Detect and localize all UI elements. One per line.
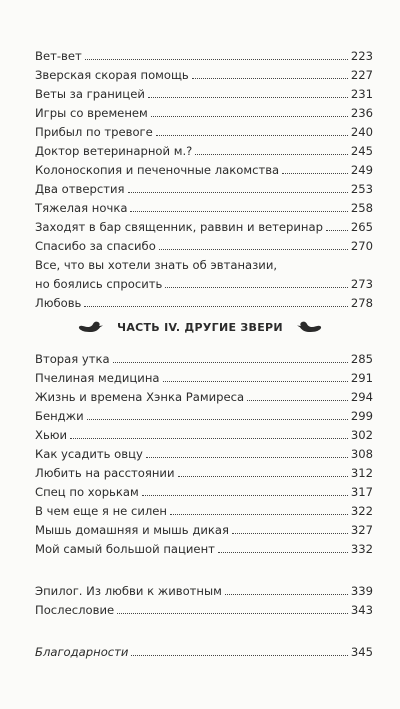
dot-leader [85,58,348,60]
toc-entry [35,196,373,215]
toc-entry-page: 345 [350,645,373,659]
toc-entry-title: Спасибо за спасибо [35,239,156,253]
toc-entry-title: Хьюи [35,428,68,442]
dot-leader [156,134,348,136]
toc-entry [35,366,373,385]
table-of-contents-part4 [35,347,373,659]
toc-entry-title: Вторая утка [35,352,110,366]
toc-entry-page: 249 [350,163,373,177]
toc-entry-title: Игры со временем [35,106,148,120]
dot-leader [178,475,348,477]
dot-leader [84,305,347,307]
toc-entry-page: 240 [350,125,373,139]
toc-entry-page: 270 [350,239,373,253]
toc-entry-page: 258 [350,201,373,215]
dot-leader [148,96,348,98]
dot-leader [131,654,347,656]
toc-entry-title: Эпилог. Из любви к животным [35,584,222,598]
dot-leader [165,286,348,288]
dot-leader [163,380,348,382]
toc-entry-title: Мышь домашняя и мышь дикая [35,523,229,537]
toc-entry [35,158,373,177]
dot-leader [142,494,348,496]
toc-entry [35,291,373,310]
toc-entry-title: Доктор ветеринарной м.? [35,144,193,158]
toc-entry [35,63,373,82]
toc-entry-page: 265 [350,220,373,234]
toc-entry-title: Прибыл по тревоге [35,125,153,139]
duck-icon [295,319,323,335]
dot-leader [151,115,348,117]
spacer [35,556,373,579]
toc-entry [35,579,373,598]
toc-entry-title-line2: но боялись спросить [35,277,163,291]
toc-entry-page: 227 [350,68,373,82]
toc-entry [35,480,373,499]
toc-entry-page: 231 [350,87,373,101]
toc-entry-title: Как усадить овцу [35,447,143,461]
toc-entry [35,139,373,158]
toc-entry-title-line1: Все, что вы хотели знать об эвтаназии, [35,258,278,272]
toc-entry [35,347,373,366]
toc-entry [35,404,373,423]
toc-entry [35,598,373,617]
toc-entry-page: 327 [350,523,373,537]
toc-entry-page: 299 [350,409,373,423]
toc-entry [35,461,373,480]
dot-leader [247,399,348,401]
dot-leader [159,248,348,250]
toc-entry [35,120,373,139]
toc-entry-title: Послесловие [35,603,115,617]
toc-entry-page: 339 [350,584,373,598]
dot-leader [225,593,348,595]
duck-icon [77,319,105,335]
toc-entry [35,385,373,404]
toc-entry-title: Любовь [35,296,82,310]
toc-entry [35,499,373,518]
dot-leader [117,612,348,614]
toc-entry-title: Пчелиная медицина [35,371,160,385]
dot-leader [170,513,348,515]
dot-leader [146,456,348,458]
table-of-contents [35,44,373,310]
toc-entry-title: Любить на расстоянии [35,466,175,480]
toc-entry [35,215,373,234]
dot-leader [232,532,348,534]
toc-entry-page: 294 [350,390,373,404]
toc-entry-page: 332 [350,542,373,556]
toc-entry-page: 273 [350,277,373,291]
toc-entry-title: Зверская скорая помощь [35,68,189,82]
toc-entry-page: 308 [350,447,373,461]
toc-entry [35,101,373,120]
toc-entry [35,640,373,659]
dot-leader [282,172,348,174]
toc-entry-page: 223 [350,49,373,63]
toc-entry-title: В чем еще я не силен [35,504,168,518]
toc-entry-page: 253 [350,182,373,196]
toc-entry-page: 278 [350,296,373,310]
toc-entry [35,44,373,63]
toc-entry-title: Два отверстия [35,182,125,196]
dot-leader [128,191,348,193]
toc-group-part3 [35,44,373,253]
toc-entry [35,234,373,253]
toc-group-part4 [35,347,373,556]
toc-entry-title: Заходят в бар священник, раввин и ветеринар [35,220,323,234]
toc-entry-title: Благодарности [35,645,129,659]
toc-entry [35,82,373,101]
dot-leader [326,229,348,231]
toc-entry [35,253,373,291]
toc-entry-title: Веты за границей [35,87,145,101]
toc-entry-page: 302 [350,428,373,442]
dot-leader [113,361,348,363]
spacer [35,617,373,640]
toc-entry-page: 236 [350,106,373,120]
dot-leader [70,437,348,439]
section-label: ЧАСТЬ IV. [117,320,181,334]
section-title: ДРУГИЕ ЗВЕРИ [184,320,283,334]
toc-entry-page: 245 [350,144,373,158]
toc-entry-page: 291 [350,371,373,385]
dot-leader [130,210,347,212]
toc-entry [35,442,373,461]
toc-entry [35,537,373,556]
toc-entry-title: Мой самый большой пациент [35,542,215,556]
toc-entry-title: Тяжелая ночка [35,201,128,215]
toc-entry-title: Жизнь и времена Хэнка Рамиреса [35,390,245,404]
toc-entry-page: 317 [350,485,373,499]
toc-group-backmatter [35,579,373,617]
toc-entry-page: 322 [350,504,373,518]
toc-entry-title: Спец по хорькам [35,485,139,499]
toc-entry-title: Колоноскопия и печеночные лакомства [35,163,280,177]
toc-entry-title: Бенджи [35,409,84,423]
dot-leader [192,77,348,79]
toc-entry [35,177,373,196]
dot-leader [218,551,348,553]
toc-entry [35,518,373,537]
dot-leader [195,153,348,155]
toc-entry-page: 312 [350,466,373,480]
toc-entry-page: 343 [350,603,373,617]
toc-entry [35,423,373,442]
section-heading [0,319,400,335]
toc-group-acknowledgements [35,640,373,659]
toc-entry-page: 285 [350,352,373,366]
dot-leader [87,418,348,420]
toc-entry-title: Вет-вет [35,49,82,63]
